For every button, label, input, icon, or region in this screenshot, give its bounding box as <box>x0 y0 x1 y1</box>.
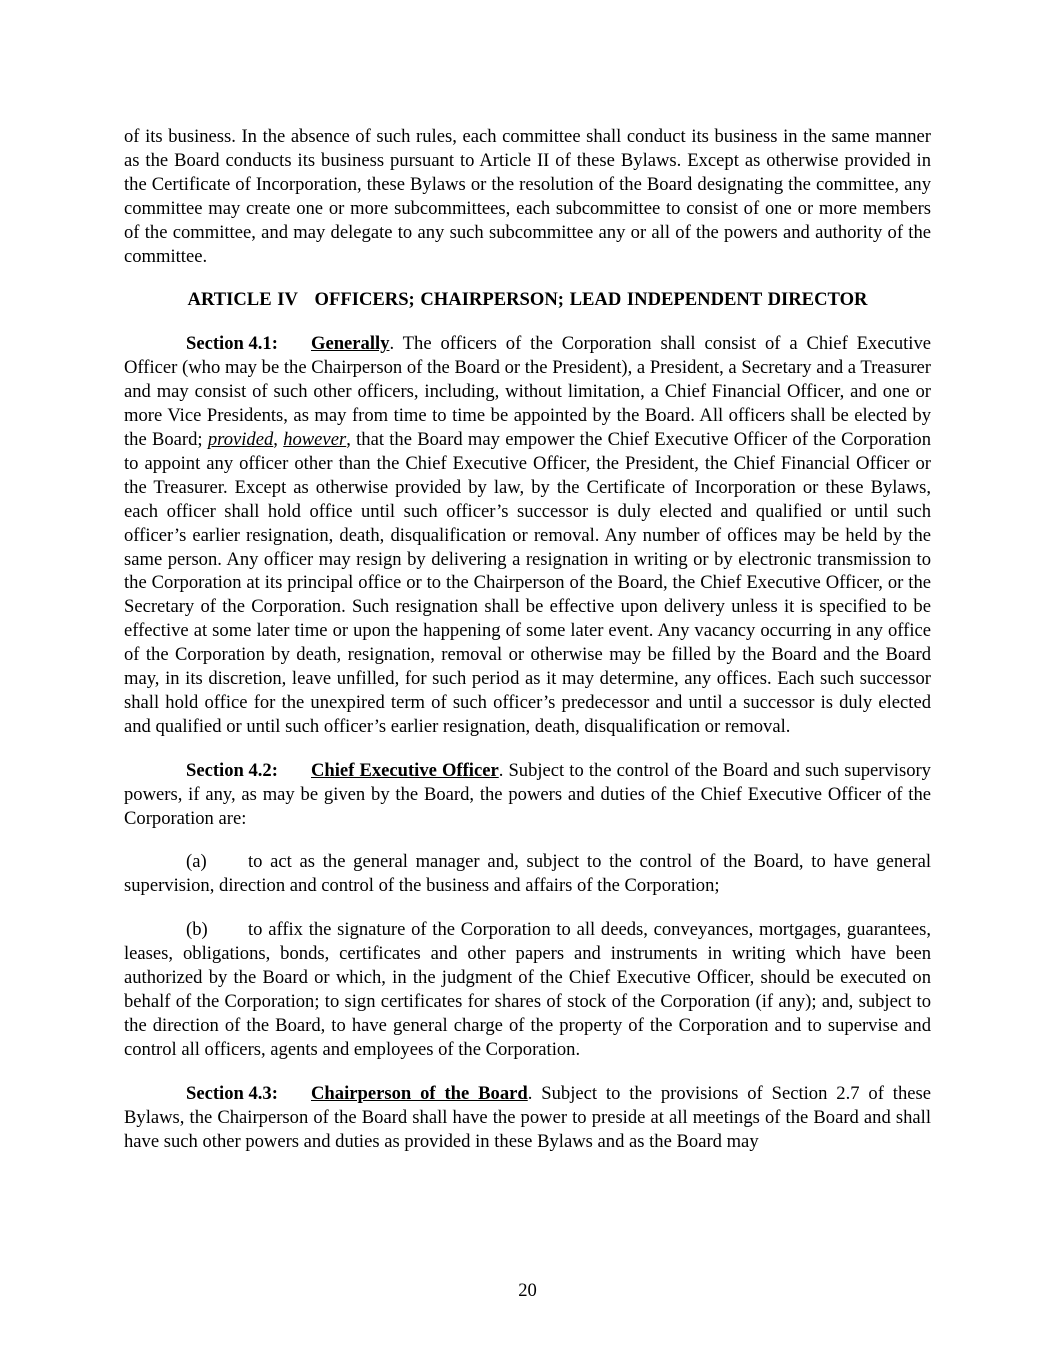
provided-term: provided <box>207 428 274 450</box>
section-4-1-paragraph <box>124 332 931 738</box>
item-a-label: (a) <box>186 851 207 873</box>
section-4-3-number: Section 4.3: <box>186 1082 278 1104</box>
intro-paragraph: of its business. In the absence of such rules, each committee shall conduct its business in the same manner as the Board conducts its business pursuant to Article II of these Bylaws. Except as otherwise provided in the Certificate of Incorporation, these Bylaws or the resolution of the Board designating the committee, any committee may create one or more subcommittees, each subcommittee to consist of one or more members of the committee, and may delegate to any such subcommittee any or all of the powers and authority of the committee. <box>124 126 931 267</box>
item-a-text: to act as the general manager and, subject to the control of the Board, to have general supervision, direction and control of the business and affairs of the Corporation; <box>124 851 931 897</box>
section-4-1-text-after: , that the Board may empower the Chief Executive Officer of the Corporation to appoint any officer other than the Chief Executive Officer, the President, the Chief Financial Officer or the Treasurer. Except as otherwise provided by law, by the Certificate of Incorporation or these Bylaws, each officer shall hold office until such officer’s successor is duly elected and qualified or until such officer’s earlier resignation, death, disqualification or removal. Any number of offices may be held by the same person. Any officer may resign by delivering a resignation in writing or by electronic transmission to the Corporation at its principal office or to the Chairperson of the Board, the Chief Executive Officer, or the Secretary of the Corporation. Such resignation shall be effective upon delivery unless it is specified to be effective at some later time or upon the happening of some later event. Any vacancy occurring in any office of the Corporation by death, resignation, removal or otherwise may be filled by the Board and the Board may, in its discretion, leave unfilled, for such period as it may determine, any offices. Each such successor shall hold office for the unexpired term of such officer’s predecessor and until a successor is duly elected and qualified or until such officer’s earlier resignation, death, disqualification or removal. <box>124 428 931 737</box>
section-4-3-text: . Subject to the provisions of Section 2.7 of these Bylaws, the Chairperson of the Board shall have the power to preside at all meetings of the Board and shall have such other powers and duties as provided in these Bylaws and as the Board may <box>124 1082 931 1152</box>
section-4-2-paragraph <box>124 759 931 831</box>
section-4-3-paragraph <box>124 1082 931 1154</box>
section-4-1-title: Generally <box>311 333 390 355</box>
section-4-3-title: Chairperson of the Board <box>311 1082 528 1104</box>
section-4-2-title: Chief Executive Officer <box>311 759 499 781</box>
comma-separator: , <box>273 428 284 450</box>
item-b-text: to affix the signature of the Corporation to all deeds, conveyances, mortgages, guarantees, leases, obligations, bonds, certificates and other papers and instruments in writing which have been authorized by the Board or which, in the judgment of the Chief Executive Officer, should be executed on behalf of the Corporation; to sign certificates for shares of stock of the Corporation (if any); and, subject to the direction of the Board, to have general charge of the property of the Corporation and to supervise and control all officers, agents and employees of the Corporation. <box>124 919 931 1060</box>
section-4-2-item-b <box>124 918 931 1061</box>
section-4-1-number: Section 4.1: <box>186 333 278 355</box>
section-4-2-text: . Subject to the control of the Board and such supervisory powers, if any, as may be given by the Board, the powers and duties of the Chief Executive Officer of the Corporation are: <box>124 759 931 829</box>
section-4-2-number: Section 4.2: <box>186 759 278 781</box>
item-b-label: (b) <box>186 919 208 941</box>
document-page <box>124 125 931 1173</box>
section-4-2-item-a <box>124 850 931 898</box>
however-term: however <box>283 428 347 450</box>
article-heading: ARTICLE IV OFFICERS; CHAIRPERSON; LEAD INDEPENDENT DIRECTOR <box>187 289 868 311</box>
page-number: 20 <box>518 1280 537 1301</box>
section-4-1-text-before: . The officers of the Corporation shall consist of a Chief Executive Officer (who may be the Chairperson of the Board or the President), a President, a Secretary and a Treasurer and may consist of such other officers, including, without limitation, a Chief Financial Officer, and one or more Vice Presidents, as may from time to time be appointed by the Board. All officers shall be elected by the Board; <box>124 333 931 450</box>
